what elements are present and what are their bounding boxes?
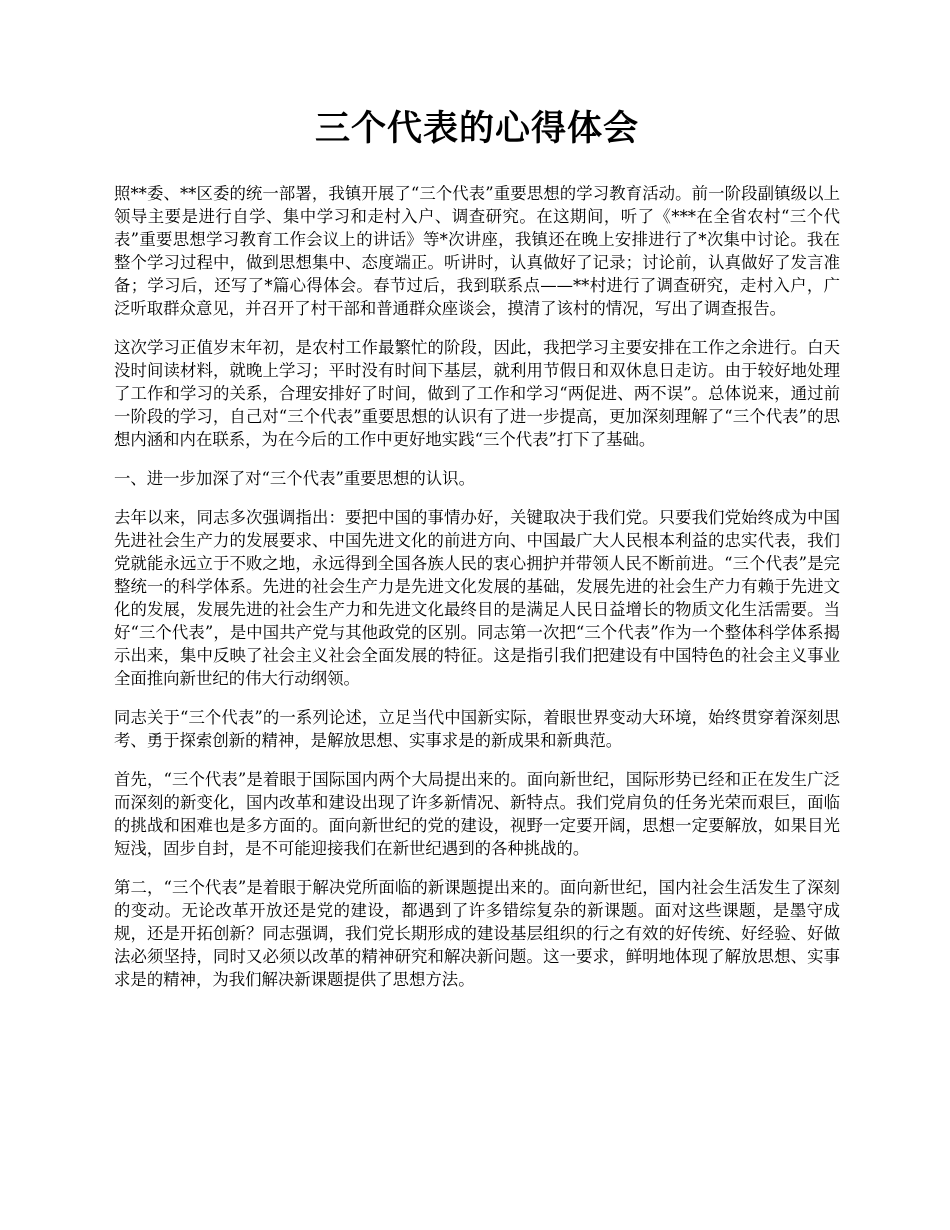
section-heading-1: 一、进一步加深了对“三个代表”重要思想的认识。 [114,469,475,488]
paragraph-4: 同志关于“三个代表”的一系列论述，立足当代中国新实际，着眼世界变动大环境，始终贯穿着深刻思考、勇于探索创新的精神，是解放思想、实事求是的新成果和新典范。 [114,708,840,750]
paragraph-5: 首先，“三个代表”是着眼于国际国内两个大局提出来的。面向新世纪，国际形势已经和正在发生广泛而深刻的新变化，国内改革和建设出现了许多新情况、新特点。我们党肩负的任务光荣而艰巨，面临的挑战和困难也是多方面的。面向新世纪的党的建设，视野一定要开阔，思想一定要解放，如果目光短浅，固步自封，是不可能迎接我们在新世纪遇到的各种挑战的。 [114,770,840,858]
document-title: 三个代表的心得体会 [314,108,639,149]
paragraph-3: 去年以来，同志多次强调指出：要把中国的事情办好，关键取决于我们党。只要我们党始终成为中国先进社会生产力的发展要求、中国先进文化的前进方向、中国最广大人民根本利益的忠实代表，我们党就能永远立于不败之地，永远得到全国各族人民的衷心拥护并带领人民不断前进。“三个代表”是完整统一的科学体系。先进的社会生产力是先进文化发展的基础，发展先进的社会生产力有赖于先进文化的发展，发展先进的社会生产力和先进文化最终目的是满足人民日益增长的物质文化生活需要。当好“三个代表”，是中国共产党与其他政党的区别。同志第一次把“三个代表”作为一个整体科学体系揭示出来，集中反映了社会主义社会全面发展的特征。这是指引我们把建设有中国特色的社会主义事业全面推向新世纪的伟大行动纲领。 [114,508,840,688]
paragraph-2: 这次学习正值岁末年初，是农村工作最繁忙的阶段，因此，我把学习主要安排在工作之余进行。白天没时间读材料，就晚上学习；平时没有时间下基层，就利用节假日和双休息日走访。由于较好地处理了工作和学习的关系，合理安排好了时间，做到了工作和学习“两促进、两不误”。总体说来，通过前一阶段的学习，自己对“三个代表”重要思想的认识有了进一步提高，更加深刻理解了“三个代表”的思想内涵和内在联系，为在今后的工作中更好地实践“三个代表”打下了基础。 [114,338,840,449]
paragraph-1: 照**委、**区委的统一部署，我镇开展了“三个代表”重要思想的学习教育活动。前一阶段副镇级以上领导主要是进行自学、集中学习和走村入户、调查研究。在这期间，听了《***在全省农村“三个代表”重要思想学习教育工作会议上的讲话》等*次讲座，我镇还在晚上安排进行了*次集中讨论。我在整个学习过程中，做到思想集中、态度端正。听讲时，认真做好了记录；讨论前，认真做好了发言准备；学习后，还写了*篇心得体会。春节过后，我到联系点——**村进行了调查研究，走村入户，广泛听取群众意见，并召开了村干部和普通群众座谈会，摸清了该村的情况，写出了调查报告。 [114,184,840,318]
paragraph-6: 第二，“三个代表”是着眼于解决党所面临的新课题提出来的。面向新世纪，国内社会生活发生了深刻的变动。无论改革开放还是党的建设，都遇到了许多错综复杂的新课题。面对这些课题，是墨守成规，还是开拓创新？同志强调，我们党长期形成的建设基层组织的行之有效的好传统、好经验、好做法必须坚持，同时又必须以改革的精神研究和解决新问题。这一要求，鲜明地体现了解放思想、实事求是的精神，为我们解决新课题提供了思想方法。 [114,878,840,989]
document-page [114,108,840,1007]
